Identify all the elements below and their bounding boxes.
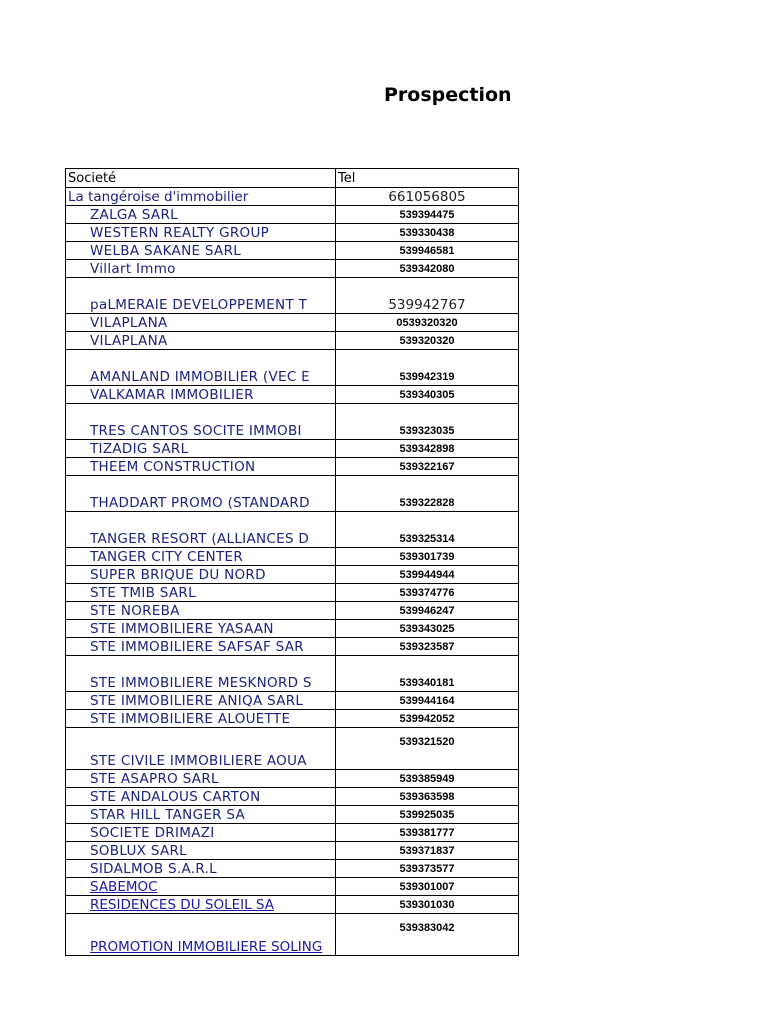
company-cell: STE ANDALOUS CARTON xyxy=(66,788,336,806)
table-row xyxy=(66,896,519,914)
company-cell: Villart Immo xyxy=(66,260,336,278)
company-cell: SOBLUX SARL xyxy=(66,842,336,860)
tel-cell: 539925035 xyxy=(336,806,519,824)
tel-cell: 539301739 xyxy=(336,548,519,566)
tel-cell: 539340181 xyxy=(336,656,519,692)
company-cell: ZALGA SARL xyxy=(66,206,336,224)
table-row xyxy=(66,788,519,806)
tel-cell: 539330438 xyxy=(336,224,519,242)
tel-cell: 539320320 xyxy=(336,332,519,350)
table-row xyxy=(66,548,519,566)
table-row xyxy=(66,314,519,332)
company-link[interactable]: SABEMOC xyxy=(90,879,158,895)
table-row xyxy=(66,878,519,896)
company-link[interactable]: RESIDENCES DU SOLEIL SA xyxy=(90,897,274,913)
company-cell: STE IMMOBILIERE YASAAN xyxy=(66,620,336,638)
tel-cell: 539321520 xyxy=(336,728,519,770)
company-cell: VALKAMAR IMMOBILIER xyxy=(66,386,336,404)
table-row xyxy=(66,692,519,710)
table-row xyxy=(66,386,519,404)
company-cell: WELBA SAKANE SARL xyxy=(66,242,336,260)
tel-cell: 539942767 xyxy=(336,278,519,314)
tel-cell: 539373577 xyxy=(336,860,519,878)
company-cell: TIZADIG SARL xyxy=(66,440,336,458)
table-row xyxy=(66,638,519,656)
tel-cell: 539944944 xyxy=(336,566,519,584)
tel-cell: 539383042 xyxy=(336,914,519,956)
table-row xyxy=(66,278,519,314)
table-row xyxy=(66,824,519,842)
tel-cell: 0539320320 xyxy=(336,314,519,332)
tel-cell: 539342898 xyxy=(336,440,519,458)
table-row xyxy=(66,914,519,956)
tel-cell: 539325314 xyxy=(336,512,519,548)
tel-cell: 539323035 xyxy=(336,404,519,440)
table-row xyxy=(66,440,519,458)
company-cell: SIDALMOB S.A.R.L xyxy=(66,860,336,878)
company-cell: STE IMMOBILIERE ANIQA SARL xyxy=(66,692,336,710)
company-cell: paLMERAIE DEVELOPPEMENT T xyxy=(66,278,336,314)
table-row xyxy=(66,206,519,224)
company-link-cell[interactable] xyxy=(66,896,336,914)
company-cell: La tangéroise d'immobilier xyxy=(66,188,336,206)
table-row xyxy=(66,806,519,824)
prospection-table xyxy=(65,168,519,956)
tel-cell: 539301030 xyxy=(336,896,519,914)
column-header-tel: Tel xyxy=(336,169,519,188)
table-row xyxy=(66,770,519,788)
table-row xyxy=(66,350,519,386)
tel-cell: 539374776 xyxy=(336,584,519,602)
tel-cell: 539323587 xyxy=(336,638,519,656)
company-cell: TANGER CITY CENTER xyxy=(66,548,336,566)
company-cell: STE IMMOBILIERE ALOUETTE xyxy=(66,710,336,728)
tel-cell: 539946581 xyxy=(336,242,519,260)
table-row xyxy=(66,512,519,548)
company-cell: STE CIVILE IMMOBILIERE AOUA xyxy=(66,728,336,770)
company-cell: STAR HILL TANGER SA xyxy=(66,806,336,824)
tel-cell: 539946247 xyxy=(336,602,519,620)
tel-cell: 539342080 xyxy=(336,260,519,278)
tel-cell: 539371837 xyxy=(336,842,519,860)
table-row xyxy=(66,584,519,602)
tel-cell: 539381777 xyxy=(336,824,519,842)
tel-cell: 539363598 xyxy=(336,788,519,806)
company-cell: TRES CANTOS SOCITE IMMOBI xyxy=(66,404,336,440)
column-header-societe: Societé xyxy=(66,169,336,188)
company-cell: THEEM CONSTRUCTION xyxy=(66,458,336,476)
tel-cell: 661056805 xyxy=(336,188,519,206)
table-row xyxy=(66,332,519,350)
table-row xyxy=(66,602,519,620)
table-row xyxy=(66,860,519,878)
company-cell: TANGER RESORT (ALLIANCES D xyxy=(66,512,336,548)
table-row xyxy=(66,842,519,860)
company-cell: STE NOREBA xyxy=(66,602,336,620)
company-cell: STE IMMOBILIERE SAFSAF SAR xyxy=(66,638,336,656)
header-row xyxy=(66,169,519,188)
company-link[interactable]: PROMOTION IMMOBILIERE SOLING xyxy=(90,939,323,955)
tel-cell: 539942052 xyxy=(336,710,519,728)
company-cell: WESTERN REALTY GROUP xyxy=(66,224,336,242)
table-row xyxy=(66,728,519,770)
tel-cell: 539301007 xyxy=(336,878,519,896)
table-row xyxy=(66,656,519,692)
table-row xyxy=(66,224,519,242)
tel-cell: 539942319 xyxy=(336,350,519,386)
table-row xyxy=(66,566,519,584)
company-link-cell[interactable] xyxy=(66,914,336,956)
tel-cell: 539322167 xyxy=(336,458,519,476)
company-cell: STE TMIB SARL xyxy=(66,584,336,602)
company-cell: VILAPLANA xyxy=(66,314,336,332)
company-cell: STE IMMOBILIERE MESKNORD S xyxy=(66,656,336,692)
table-row xyxy=(66,260,519,278)
table-row xyxy=(66,188,519,206)
tel-cell: 539322828 xyxy=(336,476,519,512)
tel-cell: 539385949 xyxy=(336,770,519,788)
tel-cell: 539944164 xyxy=(336,692,519,710)
tel-cell: 539340305 xyxy=(336,386,519,404)
company-cell: SUPER BRIQUE DU NORD xyxy=(66,566,336,584)
company-cell: AMANLAND IMMOBILIER (VEC E xyxy=(66,350,336,386)
table-row xyxy=(66,404,519,440)
tel-cell: 539343025 xyxy=(336,620,519,638)
table-row xyxy=(66,242,519,260)
table-row xyxy=(66,710,519,728)
table-row xyxy=(66,620,519,638)
tel-cell: 539394475 xyxy=(336,206,519,224)
company-cell: SOCIETE DRIMAZI xyxy=(66,824,336,842)
table-row xyxy=(66,458,519,476)
page-title: Prospection xyxy=(384,84,512,106)
company-cell: VILAPLANA xyxy=(66,332,336,350)
company-cell: STE ASAPRO SARL xyxy=(66,770,336,788)
company-cell: THADDART PROMO (STANDARD xyxy=(66,476,336,512)
table-row xyxy=(66,476,519,512)
company-link-cell[interactable] xyxy=(66,878,336,896)
